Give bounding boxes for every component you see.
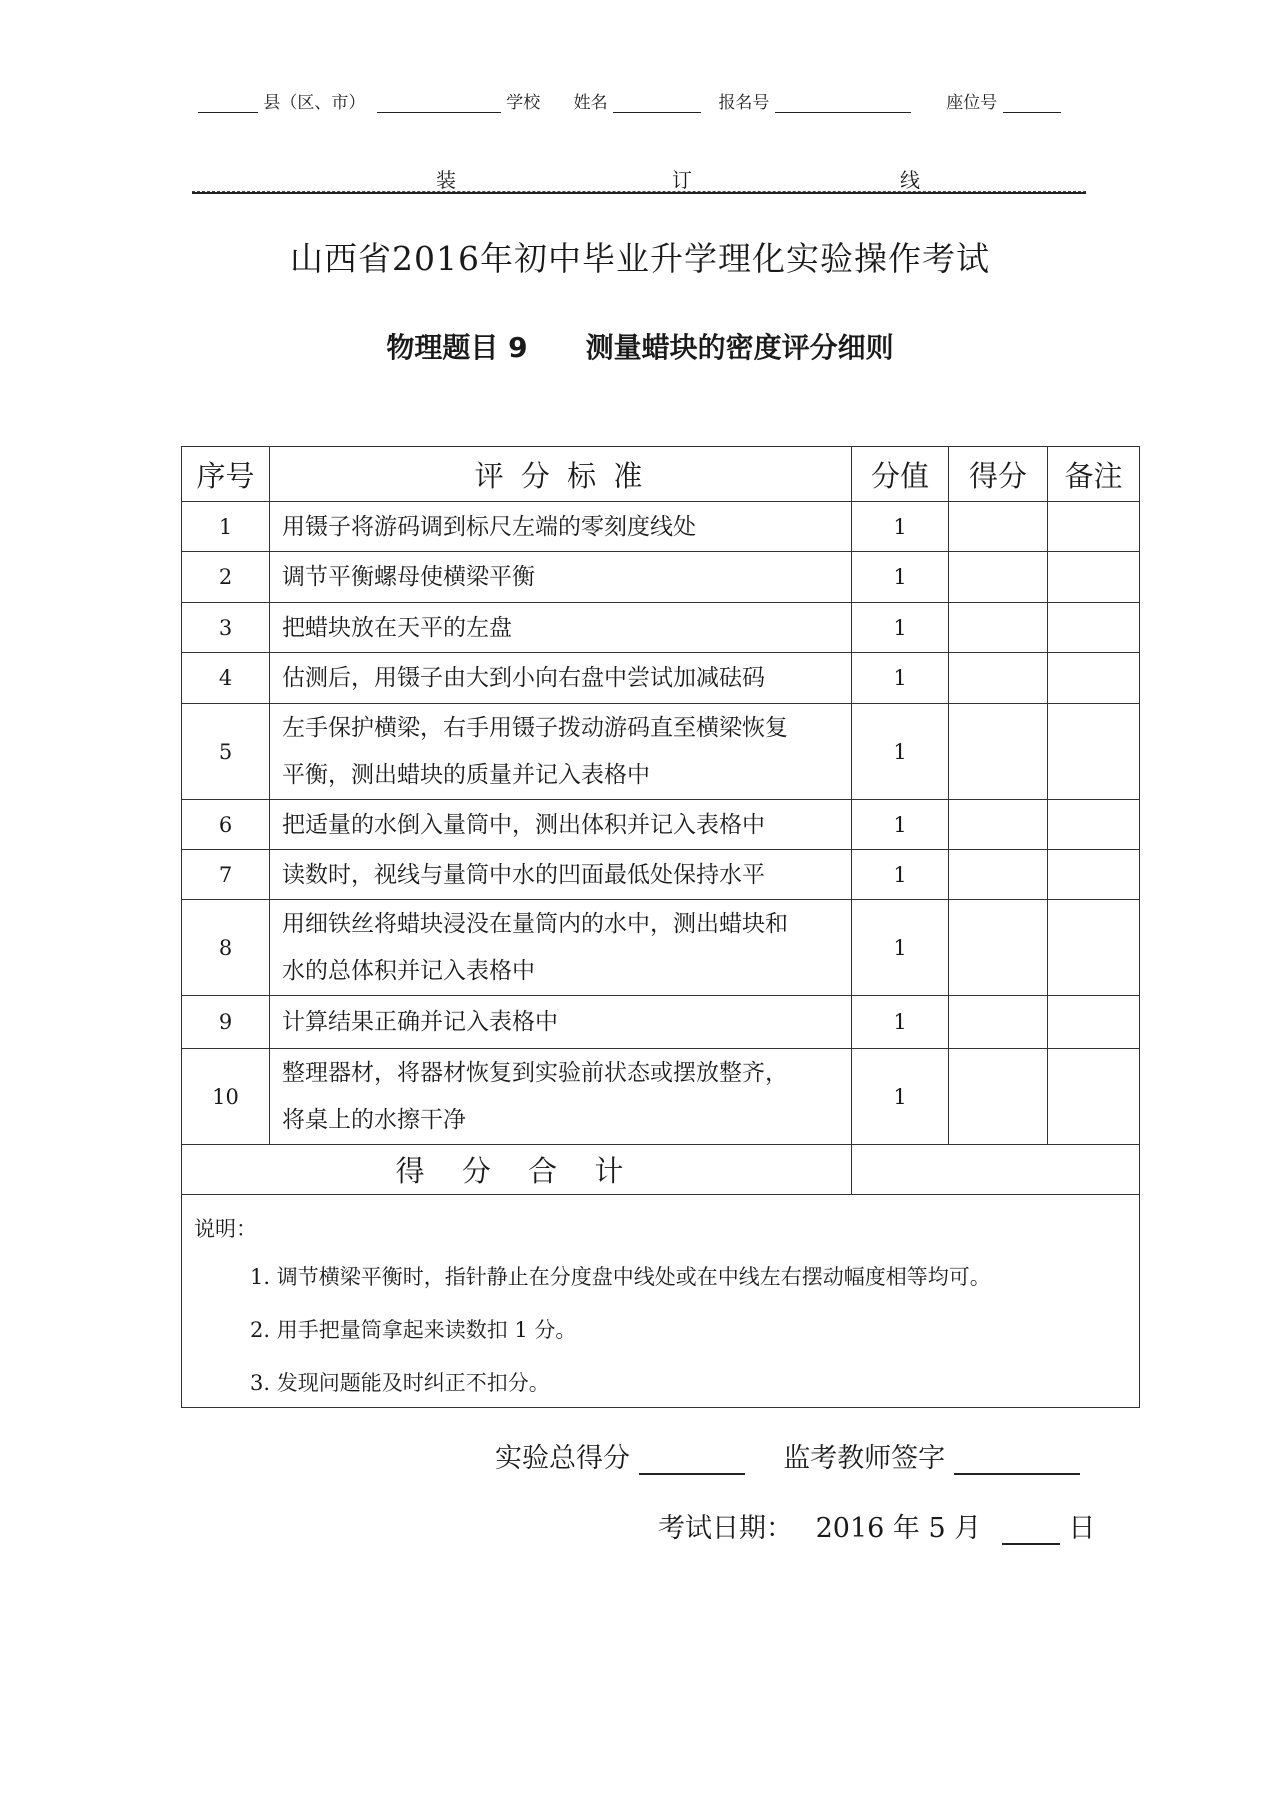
table-row bbox=[182, 1049, 1140, 1145]
school-blank[interactable] bbox=[377, 93, 501, 113]
notes-row bbox=[182, 1195, 1140, 1408]
row-score-cell[interactable] bbox=[949, 800, 1048, 850]
row-remarks-cell[interactable] bbox=[1048, 704, 1140, 800]
row-criteria-line: 整理器材，将器材恢复到实验前状态或摆放整齐， bbox=[282, 1059, 788, 1086]
table-row bbox=[182, 850, 1140, 900]
date-label: 考试日期： bbox=[658, 1513, 793, 1544]
row-number: 9 bbox=[182, 996, 270, 1049]
total-score-blank[interactable] bbox=[639, 1445, 745, 1475]
signature-blank[interactable] bbox=[954, 1445, 1080, 1475]
row-points: 1 bbox=[852, 850, 949, 900]
binding-char-1: 装 bbox=[436, 168, 456, 192]
row-score-cell[interactable] bbox=[949, 552, 1048, 603]
binding-char-2: 订 bbox=[672, 168, 692, 192]
binding-char-3: 线 bbox=[900, 168, 920, 192]
row-criteria-line: 用细铁丝将蜡块浸没在量筒内的水中，测出蜡块和 bbox=[282, 910, 788, 937]
seat-label: 座位号 bbox=[946, 93, 998, 113]
note-item: 3. 发现问题能及时纠正不扣分。 bbox=[250, 1371, 550, 1395]
table-row bbox=[182, 800, 1140, 850]
row-number: 7 bbox=[182, 850, 270, 900]
row-number: 5 bbox=[182, 704, 270, 800]
total-score-label: 实验总得分 bbox=[495, 1443, 630, 1474]
note-item: 2. 用手把量筒拿起来读数扣 1 分。 bbox=[250, 1318, 577, 1342]
row-criteria: 把适量的水倒入量筒中，测出体积并记入表格中 bbox=[270, 800, 852, 850]
row-points: 1 bbox=[852, 502, 949, 552]
row-criteria: 计算结果正确并记入表格中 bbox=[270, 996, 852, 1049]
row-number: 8 bbox=[182, 900, 270, 996]
row-score-cell[interactable] bbox=[949, 653, 1048, 704]
row-number: 2 bbox=[182, 552, 270, 603]
total-label: 得 分 合 计 bbox=[182, 1145, 852, 1195]
row-number: 6 bbox=[182, 800, 270, 850]
county-label: 县（区、市） bbox=[263, 93, 366, 113]
table-row bbox=[182, 502, 1140, 552]
row-remarks-cell[interactable] bbox=[1048, 900, 1140, 996]
row-points: 1 bbox=[852, 653, 949, 704]
signature-label: 监考教师签字 bbox=[783, 1443, 946, 1474]
total-score-cell[interactable] bbox=[852, 1145, 1140, 1195]
row-criteria: 把蜡块放在天平的左盘 bbox=[270, 603, 852, 653]
row-number: 10 bbox=[182, 1049, 270, 1145]
reg-blank[interactable] bbox=[775, 93, 911, 113]
row-score-cell[interactable] bbox=[949, 603, 1048, 653]
header-index: 序号 bbox=[182, 447, 270, 502]
footer-date-line bbox=[658, 1506, 1095, 1545]
row-criteria: 估测后，用镊子由大到小向右盘中尝试加减砝码 bbox=[270, 653, 852, 704]
binding-rule bbox=[192, 192, 1086, 194]
row-criteria: 用镊子将游码调到标尺左端的零刻度线处 bbox=[270, 502, 852, 552]
name-blank[interactable] bbox=[613, 93, 701, 113]
row-criteria bbox=[270, 704, 852, 800]
table-row bbox=[182, 704, 1140, 800]
table-row bbox=[182, 552, 1140, 603]
seat-blank[interactable] bbox=[1003, 93, 1061, 113]
row-remarks-cell[interactable] bbox=[1048, 552, 1140, 603]
scoring-table bbox=[181, 446, 1140, 1408]
reg-label: 报名号 bbox=[718, 93, 770, 113]
row-criteria: 调节平衡螺母使横梁平衡 bbox=[270, 552, 852, 603]
row-remarks-cell[interactable] bbox=[1048, 653, 1140, 704]
page-subtitle bbox=[0, 326, 1280, 366]
row-points: 1 bbox=[852, 900, 949, 996]
table-header-row bbox=[182, 447, 1140, 502]
header-score: 得分 bbox=[949, 447, 1048, 502]
school-label: 学校 bbox=[506, 93, 541, 113]
name-label: 姓名 bbox=[573, 93, 608, 113]
table-row bbox=[182, 900, 1140, 996]
row-criteria-line: 左手保护横梁，右手用镊子拨动游码直至横梁恢复 bbox=[282, 714, 788, 741]
row-remarks-cell[interactable] bbox=[1048, 850, 1140, 900]
table-row bbox=[182, 603, 1140, 653]
notes-cell bbox=[182, 1195, 1140, 1408]
row-points: 1 bbox=[852, 552, 949, 603]
row-criteria-line: 水的总体积并记入表格中 bbox=[282, 957, 535, 984]
row-criteria-line: 将桌上的水擦干净 bbox=[282, 1106, 466, 1133]
day-blank[interactable] bbox=[1002, 1515, 1060, 1545]
row-points: 1 bbox=[852, 603, 949, 653]
row-score-cell[interactable] bbox=[949, 704, 1048, 800]
header-points: 分值 bbox=[852, 447, 949, 502]
row-score-cell[interactable] bbox=[949, 1049, 1048, 1145]
row-number: 4 bbox=[182, 653, 270, 704]
notes-title: 说明： bbox=[194, 1217, 257, 1241]
row-remarks-cell[interactable] bbox=[1048, 800, 1140, 850]
table-row bbox=[182, 996, 1140, 1049]
row-remarks-cell[interactable] bbox=[1048, 1049, 1140, 1145]
subtitle-topic-number: 物理题目 9 bbox=[386, 331, 528, 364]
row-score-cell[interactable] bbox=[949, 996, 1048, 1049]
header-remarks: 备注 bbox=[1048, 447, 1140, 502]
row-criteria: 读数时，视线与量筒中水的凹面最低处保持水平 bbox=[270, 850, 852, 900]
binding-line bbox=[192, 162, 1086, 192]
date-value: 2016 年 5 月 bbox=[815, 1513, 982, 1544]
day-suffix: 日 bbox=[1068, 1513, 1096, 1544]
row-score-cell[interactable] bbox=[949, 900, 1048, 996]
row-score-cell[interactable] bbox=[949, 502, 1048, 552]
row-number: 3 bbox=[182, 603, 270, 653]
row-remarks-cell[interactable] bbox=[1048, 603, 1140, 653]
student-info-line bbox=[198, 88, 1083, 113]
county-blank[interactable] bbox=[198, 93, 258, 113]
row-number: 1 bbox=[182, 502, 270, 552]
table-row bbox=[182, 653, 1140, 704]
page-title: 山西省2016年初中毕业升学理化实验操作考试 bbox=[290, 239, 990, 278]
total-row bbox=[182, 1145, 1140, 1195]
footer-score-line bbox=[495, 1436, 1080, 1475]
header-criteria: 评 分 标 准 bbox=[270, 447, 852, 502]
row-points: 1 bbox=[852, 1049, 949, 1145]
row-score-cell[interactable] bbox=[949, 850, 1048, 900]
row-criteria bbox=[270, 900, 852, 996]
subtitle-topic-name: 测量蜡块的密度评分细则 bbox=[585, 331, 894, 364]
row-points: 1 bbox=[852, 996, 949, 1049]
row-criteria-line: 平衡，测出蜡块的质量并记入表格中 bbox=[282, 761, 650, 788]
row-points: 1 bbox=[852, 800, 949, 850]
row-criteria bbox=[270, 1049, 852, 1145]
row-remarks-cell[interactable] bbox=[1048, 996, 1140, 1049]
row-remarks-cell[interactable] bbox=[1048, 502, 1140, 552]
note-item: 1. 调节横梁平衡时，指针静止在分度盘中线处或在中线左右摆动幅度相等均可。 bbox=[250, 1265, 991, 1289]
row-points: 1 bbox=[852, 704, 949, 800]
